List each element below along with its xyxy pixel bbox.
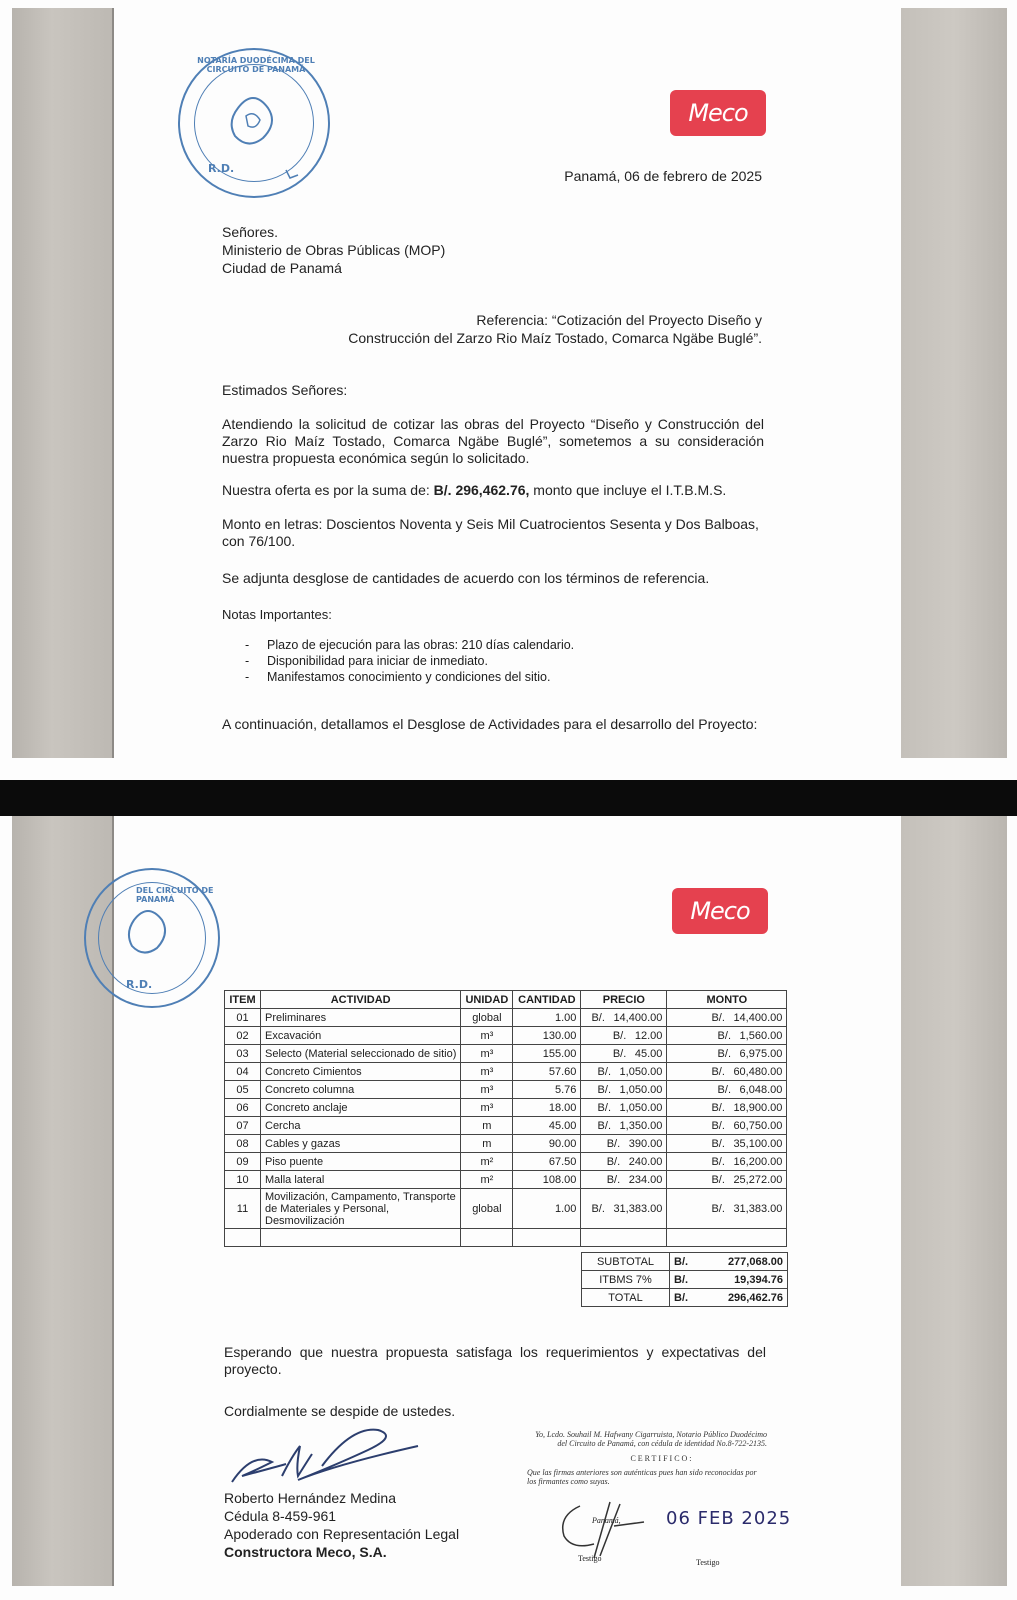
amount-cell-value: 60,480.00 — [733, 1065, 783, 1078]
item-cell: 10 — [225, 1171, 261, 1189]
item-cell: 07 — [225, 1117, 261, 1135]
quantity-cell: 1.00 — [513, 1009, 581, 1027]
activity-cell: Excavación — [261, 1027, 461, 1045]
currency-label: B/. — [711, 1065, 725, 1078]
notary-seal — [178, 48, 330, 198]
price-cell — [581, 1135, 667, 1153]
currency-label: B/. — [717, 1047, 731, 1060]
unit-cell: m³ — [461, 1099, 513, 1117]
farewell: Cordialmente se despide de ustedes. — [224, 1403, 456, 1419]
currency-label: B/. — [717, 1029, 731, 1042]
signatory-id: Cédula 8-459-961 — [224, 1508, 337, 1524]
activity-cell: Selecto (Material seleccionado de sitio) — [261, 1045, 461, 1063]
offer-suffix: monto que incluye el I.T.B.M.S. — [529, 482, 727, 498]
notes-list — [245, 637, 574, 685]
currency-label: B/. — [711, 1137, 725, 1150]
currency-label: B/. — [597, 1083, 611, 1096]
meco-logo: Meco — [672, 888, 768, 934]
amount-cell — [667, 1117, 787, 1135]
offer-amount: B/. 296,462.76, — [433, 482, 530, 498]
totals-value: 296,462.76 — [727, 1291, 783, 1304]
quantity-cell: 45.00 — [513, 1117, 581, 1135]
price-cell — [581, 1081, 667, 1099]
amount-cell-value: 6,048.00 — [739, 1083, 783, 1096]
item-cell: 05 — [225, 1081, 261, 1099]
item-cell: 02 — [225, 1027, 261, 1045]
reference-line: Construcción del Zarzo Rio Maíz Tostado, Comarca Ngäbe Buglé”. — [348, 330, 762, 346]
price-cell — [581, 1189, 667, 1229]
table-row — [225, 1009, 787, 1027]
currency-label: B/. — [591, 1011, 605, 1024]
attachment-note: Se adjunta desglose de cantidades de acuerdo con los términos de referencia. — [222, 570, 710, 586]
currency-label: B/. — [711, 1011, 725, 1024]
unit-cell: m³ — [461, 1063, 513, 1081]
price-cell — [581, 1153, 667, 1171]
unit-cell: m — [461, 1135, 513, 1153]
totals-value: 277,068.00 — [727, 1255, 783, 1268]
quantity-cell: 18.00 — [513, 1099, 581, 1117]
amount-cell — [667, 1045, 787, 1063]
empty-cell — [513, 1229, 581, 1247]
unit-cell: m² — [461, 1153, 513, 1171]
activity-cell: Movilización, Campamento, Transporte de Materiales y Personal, Desmovilización — [261, 1189, 461, 1229]
table-row — [225, 1153, 787, 1171]
currency-label: B/. — [717, 1083, 731, 1096]
column-header: UNIDAD — [461, 991, 513, 1009]
recipient-line: Señores. — [222, 224, 279, 240]
quantity-cell: 90.00 — [513, 1135, 581, 1153]
letter-page-1 — [0, 0, 1017, 780]
continuation-paragraph: A continuación, detallamos el Desglose de Actividades para el desarrollo del Proyecto: — [222, 716, 758, 732]
amount-cell-value: 25,272.00 — [733, 1173, 783, 1186]
amount-cell — [667, 1027, 787, 1045]
amount-cell-value: 14,400.00 — [733, 1011, 783, 1024]
currency-label: B/. — [612, 1047, 627, 1060]
seal-initials: R.D. — [126, 978, 153, 991]
item-cell: 06 — [225, 1099, 261, 1117]
activity-cell: Cercha — [261, 1117, 461, 1135]
item-cell: 08 — [225, 1135, 261, 1153]
totals-amount — [670, 1271, 788, 1289]
column-header: MONTO — [667, 991, 787, 1009]
price-cell — [581, 1027, 667, 1045]
table-row-empty — [225, 1229, 787, 1247]
recipient-line: Ciudad de Panamá — [222, 260, 342, 276]
totals-amount — [670, 1289, 788, 1307]
reference-line: Referencia: “Cotización del Proyecto Diseño y — [476, 312, 762, 328]
seal-text: DEL CIRCUITO DE PANAMÁ — [136, 886, 214, 904]
price-cell — [581, 1117, 667, 1135]
notary-certifico: CERTIFICO: — [630, 1454, 694, 1463]
page-divider — [0, 780, 1017, 816]
table-row — [225, 1135, 787, 1153]
unit-cell: m² — [461, 1171, 513, 1189]
amount-cell-value: 1,560.00 — [739, 1029, 783, 1042]
activity-cell: Cables y gazas — [261, 1135, 461, 1153]
amount-cell — [667, 1189, 787, 1229]
totals-row — [582, 1271, 788, 1289]
currency-label: B/. — [674, 1291, 689, 1304]
offer-prefix: Nuestra oferta es por la suma de: — [222, 482, 434, 498]
empty-cell — [667, 1229, 787, 1247]
note-item: - Disponibilidad para iniciar de inmediato. — [245, 653, 574, 669]
currency-label: B/. — [711, 1119, 725, 1132]
currency-label: B/. — [606, 1155, 621, 1168]
amount-cell — [667, 1063, 787, 1081]
currency-label: B/. — [597, 1119, 611, 1132]
totals-label: TOTAL — [582, 1289, 670, 1307]
notary-date-stamp: 06 FEB 2025 — [666, 1508, 792, 1529]
table-row — [225, 1081, 787, 1099]
empty-cell — [261, 1229, 461, 1247]
column-header: PRECIO — [581, 991, 667, 1009]
item-cell: 01 — [225, 1009, 261, 1027]
totals-row — [582, 1289, 788, 1307]
witness-label: Testigo — [696, 1558, 720, 1567]
amount-cell-value: 35,100.00 — [733, 1137, 783, 1150]
price-cell-value: 390.00 — [628, 1137, 663, 1150]
unit-cell: global — [461, 1009, 513, 1027]
activity-cell: Concreto Cimientos — [261, 1063, 461, 1081]
price-cell — [581, 1009, 667, 1027]
amount-in-words: Monto en letras: Doscientos Noventa y Seis Mil Cuatrocientos Sesenta y Dos Balboas, con 76/100. — [222, 516, 759, 549]
table-row — [225, 1045, 787, 1063]
price-cell-value: 240.00 — [628, 1155, 663, 1168]
unit-cell: global — [461, 1189, 513, 1229]
quantity-cell: 108.00 — [513, 1171, 581, 1189]
currency-label: B/. — [606, 1137, 621, 1150]
table-header-row — [225, 991, 787, 1009]
offer-paragraph — [222, 482, 782, 499]
amount-cell — [667, 1099, 787, 1117]
activity-cell: Concreto anclaje — [261, 1099, 461, 1117]
table-row — [225, 1027, 787, 1045]
greeting: Estimados Señores: — [222, 382, 348, 398]
amount-cell — [667, 1081, 787, 1099]
price-cell-value: 45.00 — [634, 1047, 663, 1060]
currency-label: B/. — [711, 1202, 725, 1215]
amount-cell-value: 6,975.00 — [739, 1047, 783, 1060]
price-cell-value: 1,050.00 — [619, 1101, 663, 1114]
unit-cell: m³ — [461, 1045, 513, 1063]
amount-cell-value: 31,383.00 — [733, 1202, 783, 1215]
unit-cell: m³ — [461, 1081, 513, 1099]
currency-label: B/. — [597, 1065, 611, 1078]
notary-place: Panamá, — [592, 1516, 621, 1525]
price-cell-value: 12.00 — [634, 1029, 663, 1042]
price-cell — [581, 1171, 667, 1189]
table-row — [225, 1189, 787, 1229]
price-cell-value: 1,050.00 — [619, 1083, 663, 1096]
item-cell: 09 — [225, 1153, 261, 1171]
price-cell — [581, 1045, 667, 1063]
signatory-role: Apoderado con Representación Legal — [224, 1526, 460, 1542]
empty-cell — [225, 1229, 261, 1247]
amount-cell — [667, 1135, 787, 1153]
letter-date: Panamá, 06 de febrero de 2025 — [564, 168, 762, 184]
amount-cell-value: 16,200.00 — [733, 1155, 783, 1168]
item-cell: 03 — [225, 1045, 261, 1063]
currency-label: B/. — [674, 1273, 689, 1286]
notes-title: Notas Importantes: — [222, 607, 332, 622]
price-cell — [581, 1099, 667, 1117]
recipient-line: Ministerio de Obras Públicas (MOP) — [222, 242, 446, 258]
currency-label: B/. — [606, 1173, 621, 1186]
totals-amount — [670, 1253, 788, 1271]
quantity-cell: 67.50 — [513, 1153, 581, 1171]
unit-cell: m — [461, 1117, 513, 1135]
quantity-cell: 5.76 — [513, 1081, 581, 1099]
item-cell: 04 — [225, 1063, 261, 1081]
notary-statement: Que las firmas anteriores son auténticas pues han sido reconocidas por los firmantes como suyas. — [527, 1468, 757, 1486]
item-cell: 11 — [225, 1189, 261, 1229]
price-cell-value: 1,050.00 — [619, 1065, 663, 1078]
scan-margin-left — [12, 8, 112, 758]
meco-logo: Meco — [670, 90, 766, 136]
unit-cell: m³ — [461, 1027, 513, 1045]
table-row — [225, 1171, 787, 1189]
amount-cell — [667, 1153, 787, 1171]
activity-cell: Piso puente — [261, 1153, 461, 1171]
quotation-table — [224, 990, 787, 1247]
table-row — [225, 1099, 787, 1117]
notary-seal — [84, 868, 220, 1008]
currency-label: B/. — [612, 1029, 627, 1042]
intro-paragraph: Atendiendo la solicitud de cotizar las obras del Proyecto “Diseño y Construcción del Zarzo Rio Maíz Tostado, Comarca Ngäbe Buglé”, sometemos a su consideración nuestra propuesta económica según lo solicitado. — [222, 416, 764, 466]
empty-cell — [461, 1229, 513, 1247]
totals-label: SUBTOTAL — [582, 1253, 670, 1271]
scan-margin-right — [901, 8, 1007, 758]
handwritten-signature — [222, 1426, 432, 1496]
currency-label: B/. — [711, 1173, 725, 1186]
amount-cell-value: 18,900.00 — [733, 1101, 783, 1114]
activity-cell: Preliminares — [261, 1009, 461, 1027]
note-item: - Manifestamos conocimiento y condiciones del sitio. — [245, 669, 574, 685]
price-cell-value: 234.00 — [628, 1173, 663, 1186]
quantity-cell: 1.00 — [513, 1189, 581, 1229]
notary-certification — [527, 1430, 767, 1486]
activity-cell: Malla lateral — [261, 1171, 461, 1189]
table-row — [225, 1117, 787, 1135]
currency-label: B/. — [597, 1101, 611, 1114]
price-cell-value: 31,383.00 — [613, 1202, 663, 1215]
totals-label: ITBMS 7% — [582, 1271, 670, 1289]
note-item: - Plazo de ejecución para las obras: 210 días calendario. — [245, 637, 574, 653]
amount-cell — [667, 1171, 787, 1189]
column-header: CANTIDAD — [513, 991, 581, 1009]
seal-initials: R.D. — [208, 162, 235, 175]
witness-label: Testigo — [578, 1554, 602, 1563]
currency-label: B/. — [711, 1101, 725, 1114]
quantity-cell: 57.60 — [513, 1063, 581, 1081]
seal-text: NOTARÍA DUODÉCIMA DEL CIRCUITO DE PANAMÁ — [197, 56, 315, 74]
column-header: ACTIVIDAD — [261, 991, 461, 1009]
totals-value: 19,394.76 — [734, 1273, 783, 1286]
empty-cell — [581, 1229, 667, 1247]
closing-paragraph: Esperando que nuestra propuesta satisfaga los requerimientos y expectativas del proyecto. — [224, 1344, 766, 1377]
currency-label: B/. — [591, 1202, 605, 1215]
activity-cell: Concreto columna — [261, 1081, 461, 1099]
column-header: ITEM — [225, 991, 261, 1009]
signatory-name: Roberto Hernández Medina — [224, 1490, 396, 1506]
notary-header: Yo, Lcdo. Souhail M. Hafwany Cigarruista, Notario Público Duodécimo del Circuito de Panamá, con cédula de identidad No.8-722-2135. — [535, 1430, 767, 1448]
quantity-cell: 130.00 — [513, 1027, 581, 1045]
amount-cell-value: 60,750.00 — [733, 1119, 783, 1132]
currency-label: B/. — [711, 1155, 725, 1168]
quantity-cell: 155.00 — [513, 1045, 581, 1063]
currency-label: B/. — [674, 1255, 689, 1268]
price-cell-value: 1,350.00 — [619, 1119, 663, 1132]
signatory-company: Constructora Meco, S.A. — [224, 1544, 387, 1560]
letter-page-2 — [0, 816, 1017, 1600]
totals-table — [581, 1252, 788, 1307]
table-row — [225, 1063, 787, 1081]
scan-margin-edge — [112, 8, 114, 758]
price-cell — [581, 1063, 667, 1081]
amount-cell — [667, 1009, 787, 1027]
price-cell-value: 14,400.00 — [613, 1011, 663, 1024]
totals-row — [582, 1253, 788, 1271]
scan-margin-right — [901, 816, 1007, 1586]
